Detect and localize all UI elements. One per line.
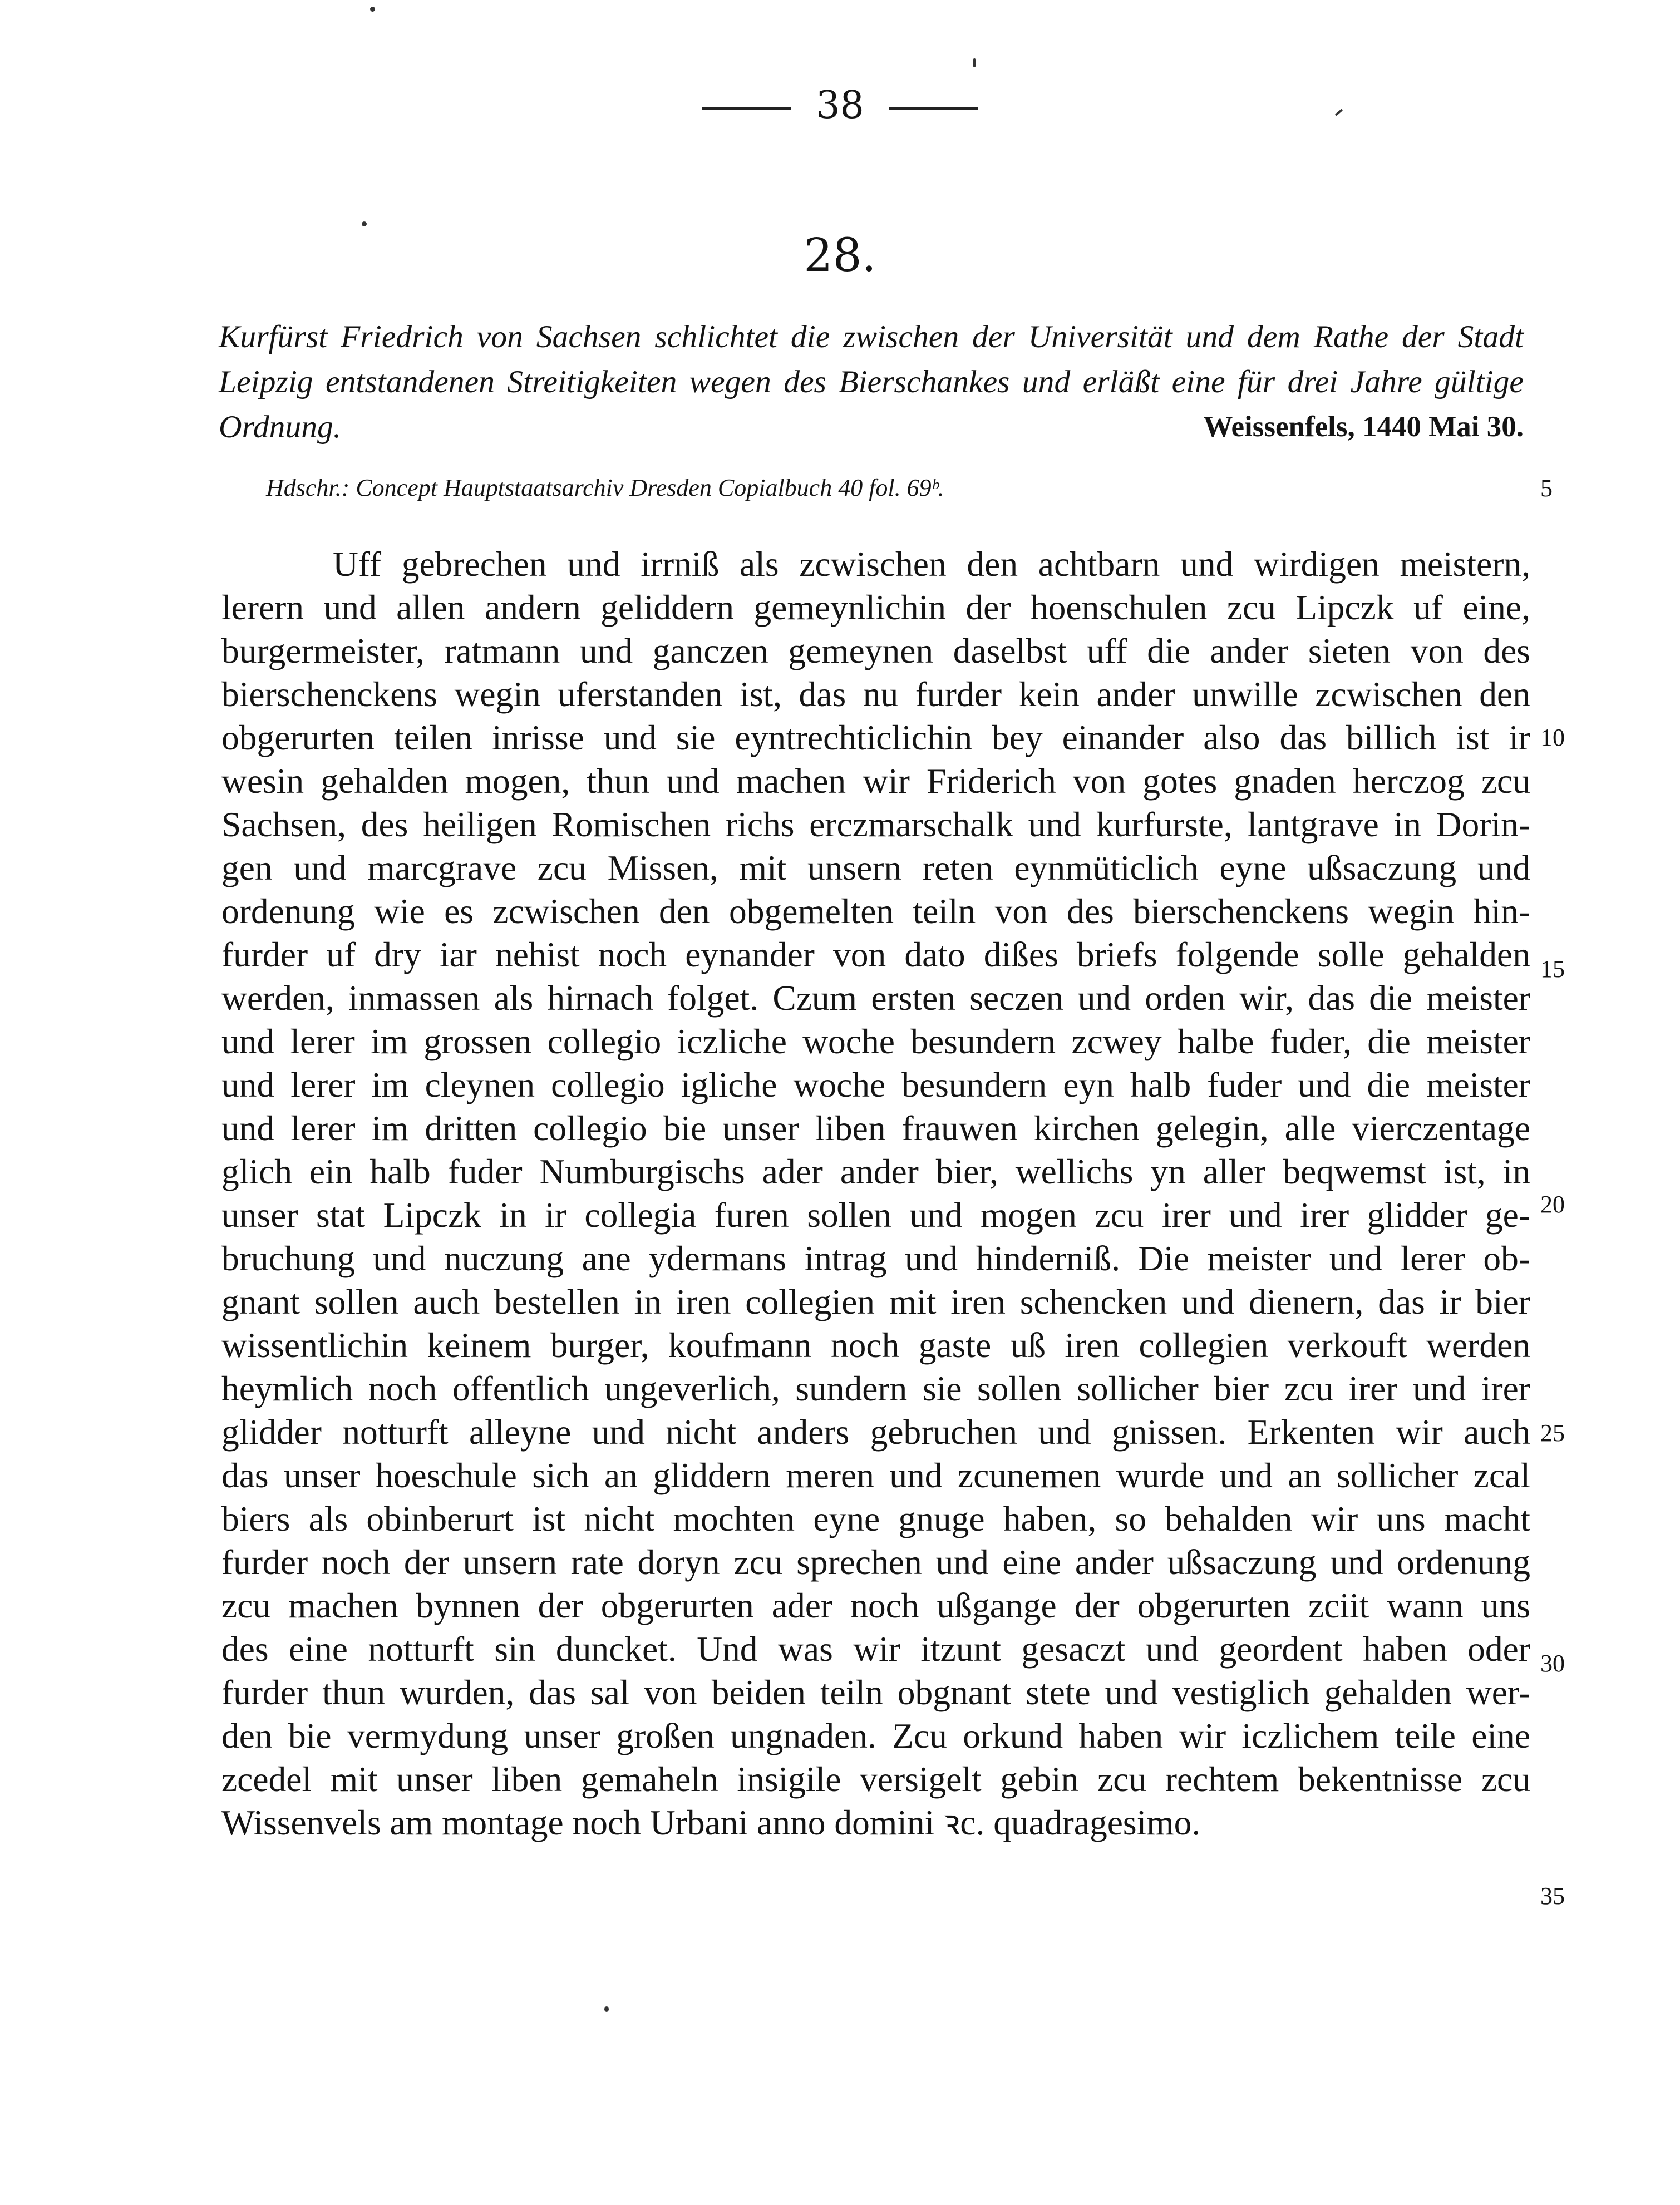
regest-line: Ordnung. [219,410,342,445]
body-line: bierschenckens wegin uferstanden ist, das nu furder kein ander unwille zcwischen den [221,674,1530,714]
page-header [0,83,1680,128]
body-line: Wissenvels am montage noch Urbani anno domini ꝛc. quadragesimo. [221,1803,1201,1842]
header-rule-left [702,107,791,110]
body-line: biers als obinberurt ist nicht mochten eyne gnuge haben, so behalden wir uns macht [221,1499,1530,1538]
line-number: 5 [1540,475,1553,502]
line-number: 35 [1540,1882,1565,1910]
line-number: 15 [1540,955,1565,983]
regest [219,314,1524,450]
body-line: wesin gehalden mogen, thun und machen wir Friderich von gotes gnaden herczog zcu [221,761,1530,801]
regest-line: Kurfürst Friedrich von Sachsen schlichtet die zwischen der Universität und dem Rathe der Stadt [219,319,1524,354]
body-line: zcu machen bynnen der obgerurten ader noch ußgange der obgerurten zciit wann uns [221,1586,1530,1625]
source-note: Hdschr.: Concept Hauptstaatsarchiv Dresden Copialbuch 40 fol. 69ᵇ. [266,474,944,501]
line-number: 10 [1540,724,1565,751]
body-line: wissentlichin keinem burger, koufmann noch gaste uß iren collegien verkouft werden [221,1325,1530,1365]
body-line: glidder notturft alleyne und nicht anders gebruchen und gnissen. Erkenten wir auch [221,1412,1530,1452]
header-rule-right [889,107,978,110]
regest-line: Leipzig entstandenen Streitigkeiten wegen des Bierschankes und erläßt eine für drei Jahre gültige [219,364,1524,399]
body-line: und lerer im dritten collegio bie unser liben frauwen kirchen gelegin, alle vierczentage [221,1108,1530,1148]
body-line: unser stat Lipczk in ir collegia furen sollen und mogen zcu irer und irer glidder ge- [221,1195,1530,1235]
place-date: Weissenfels, 1440 Mai 30. [1203,411,1524,443]
body-line: burgermeister, ratmann und ganczen gemeynen daselbst uff die ander sieten von des [221,631,1530,670]
line-number: 25 [1540,1419,1565,1447]
scan-speck [370,7,375,12]
document-body [221,542,1530,1844]
body-line: Uff gebrechen und irrniß als zcwischen den achtbarn und wirdigen meistern, [333,544,1530,584]
body-line: furder noch der unsern rate doryn zcu sprechen und eine ander ußsaczung und ordenung [221,1542,1530,1582]
line-number: 30 [1540,1650,1565,1677]
body-line: zcedel mit unser liben gemaheln insigile versigelt gebin zcu rechtem bekentnisse zcu [221,1759,1530,1799]
body-line: und lerer im cleynen collegio igliche woche besundern eyn halb fuder und die meister [221,1065,1530,1104]
body-line: den bie vermydung unser großen ungnaden. Zcu orkund haben wir iczlichem teile eine [221,1716,1530,1755]
body-line: werden, inmassen als hirnach folget. Czum ersten seczen und orden wir, das die meister [221,978,1530,1018]
scan-speck [362,221,367,226]
body-line: und lerer im grossen collegio iczliche woche besundern zcwey halbe fuder, die meister [221,1022,1530,1061]
body-line: lerern und allen andern geliddern gemeynlichin der hoenschulen zcu Lipczk uf eine, [221,588,1530,627]
body-line: heymlich noch offentlich ungeverlich, sundern sie sollen sollicher bier zcu irer und irer [221,1369,1530,1408]
body-line: furder uf dry iar nehist noch eynander von dato dißes briefs folgende solle gehalden [221,935,1530,974]
body-line: obgerurten teilen inrisse und sie eyntrechticlichin bey einander also das billich ist ir [221,718,1530,757]
line-number: 20 [1540,1191,1565,1218]
scan-speck [604,2006,609,2012]
body-line: Sachsen, des heiligen Romischen richs erczmarschalk und kurfurste, lantgrave in Dorin- [221,805,1530,844]
body-line: gen und marcgrave zcu Missen, mit unsern reten eynmüticlich eyne ußsaczung und [221,848,1530,887]
body-line: furder thun wurden, das sal von beiden teiln obgnant stete und vestiglich gehalden wer- [221,1673,1530,1712]
body-line: bruchung und nuczung ane ydermans intrag und hinderniß. Die meister und lerer ob- [221,1239,1530,1278]
regest-last-line [219,405,1524,450]
body-line: gnant sollen auch bestellen in iren collegien mit iren schencken und dienern, das ir bier [221,1282,1530,1321]
body-line: glich ein halb fuder Numburgischs ader ander bier, wellichs yn aller beqwemst ist, in [221,1152,1530,1191]
document-number: 28. [804,229,876,282]
scan-speck [973,58,976,67]
body-line: ordenung wie es zcwischen den obgemelten teiln von des bierschenckens wegin hin- [221,891,1530,931]
body-line: das unser hoeschule sich an gliddern meren und zcunemen wurde und an sollicher zcal [221,1456,1530,1495]
page-number: 38 [816,83,864,127]
body-line: des eine notturft sin duncket. Und was wir itzunt gesaczt und geordent haben oder [221,1629,1530,1669]
